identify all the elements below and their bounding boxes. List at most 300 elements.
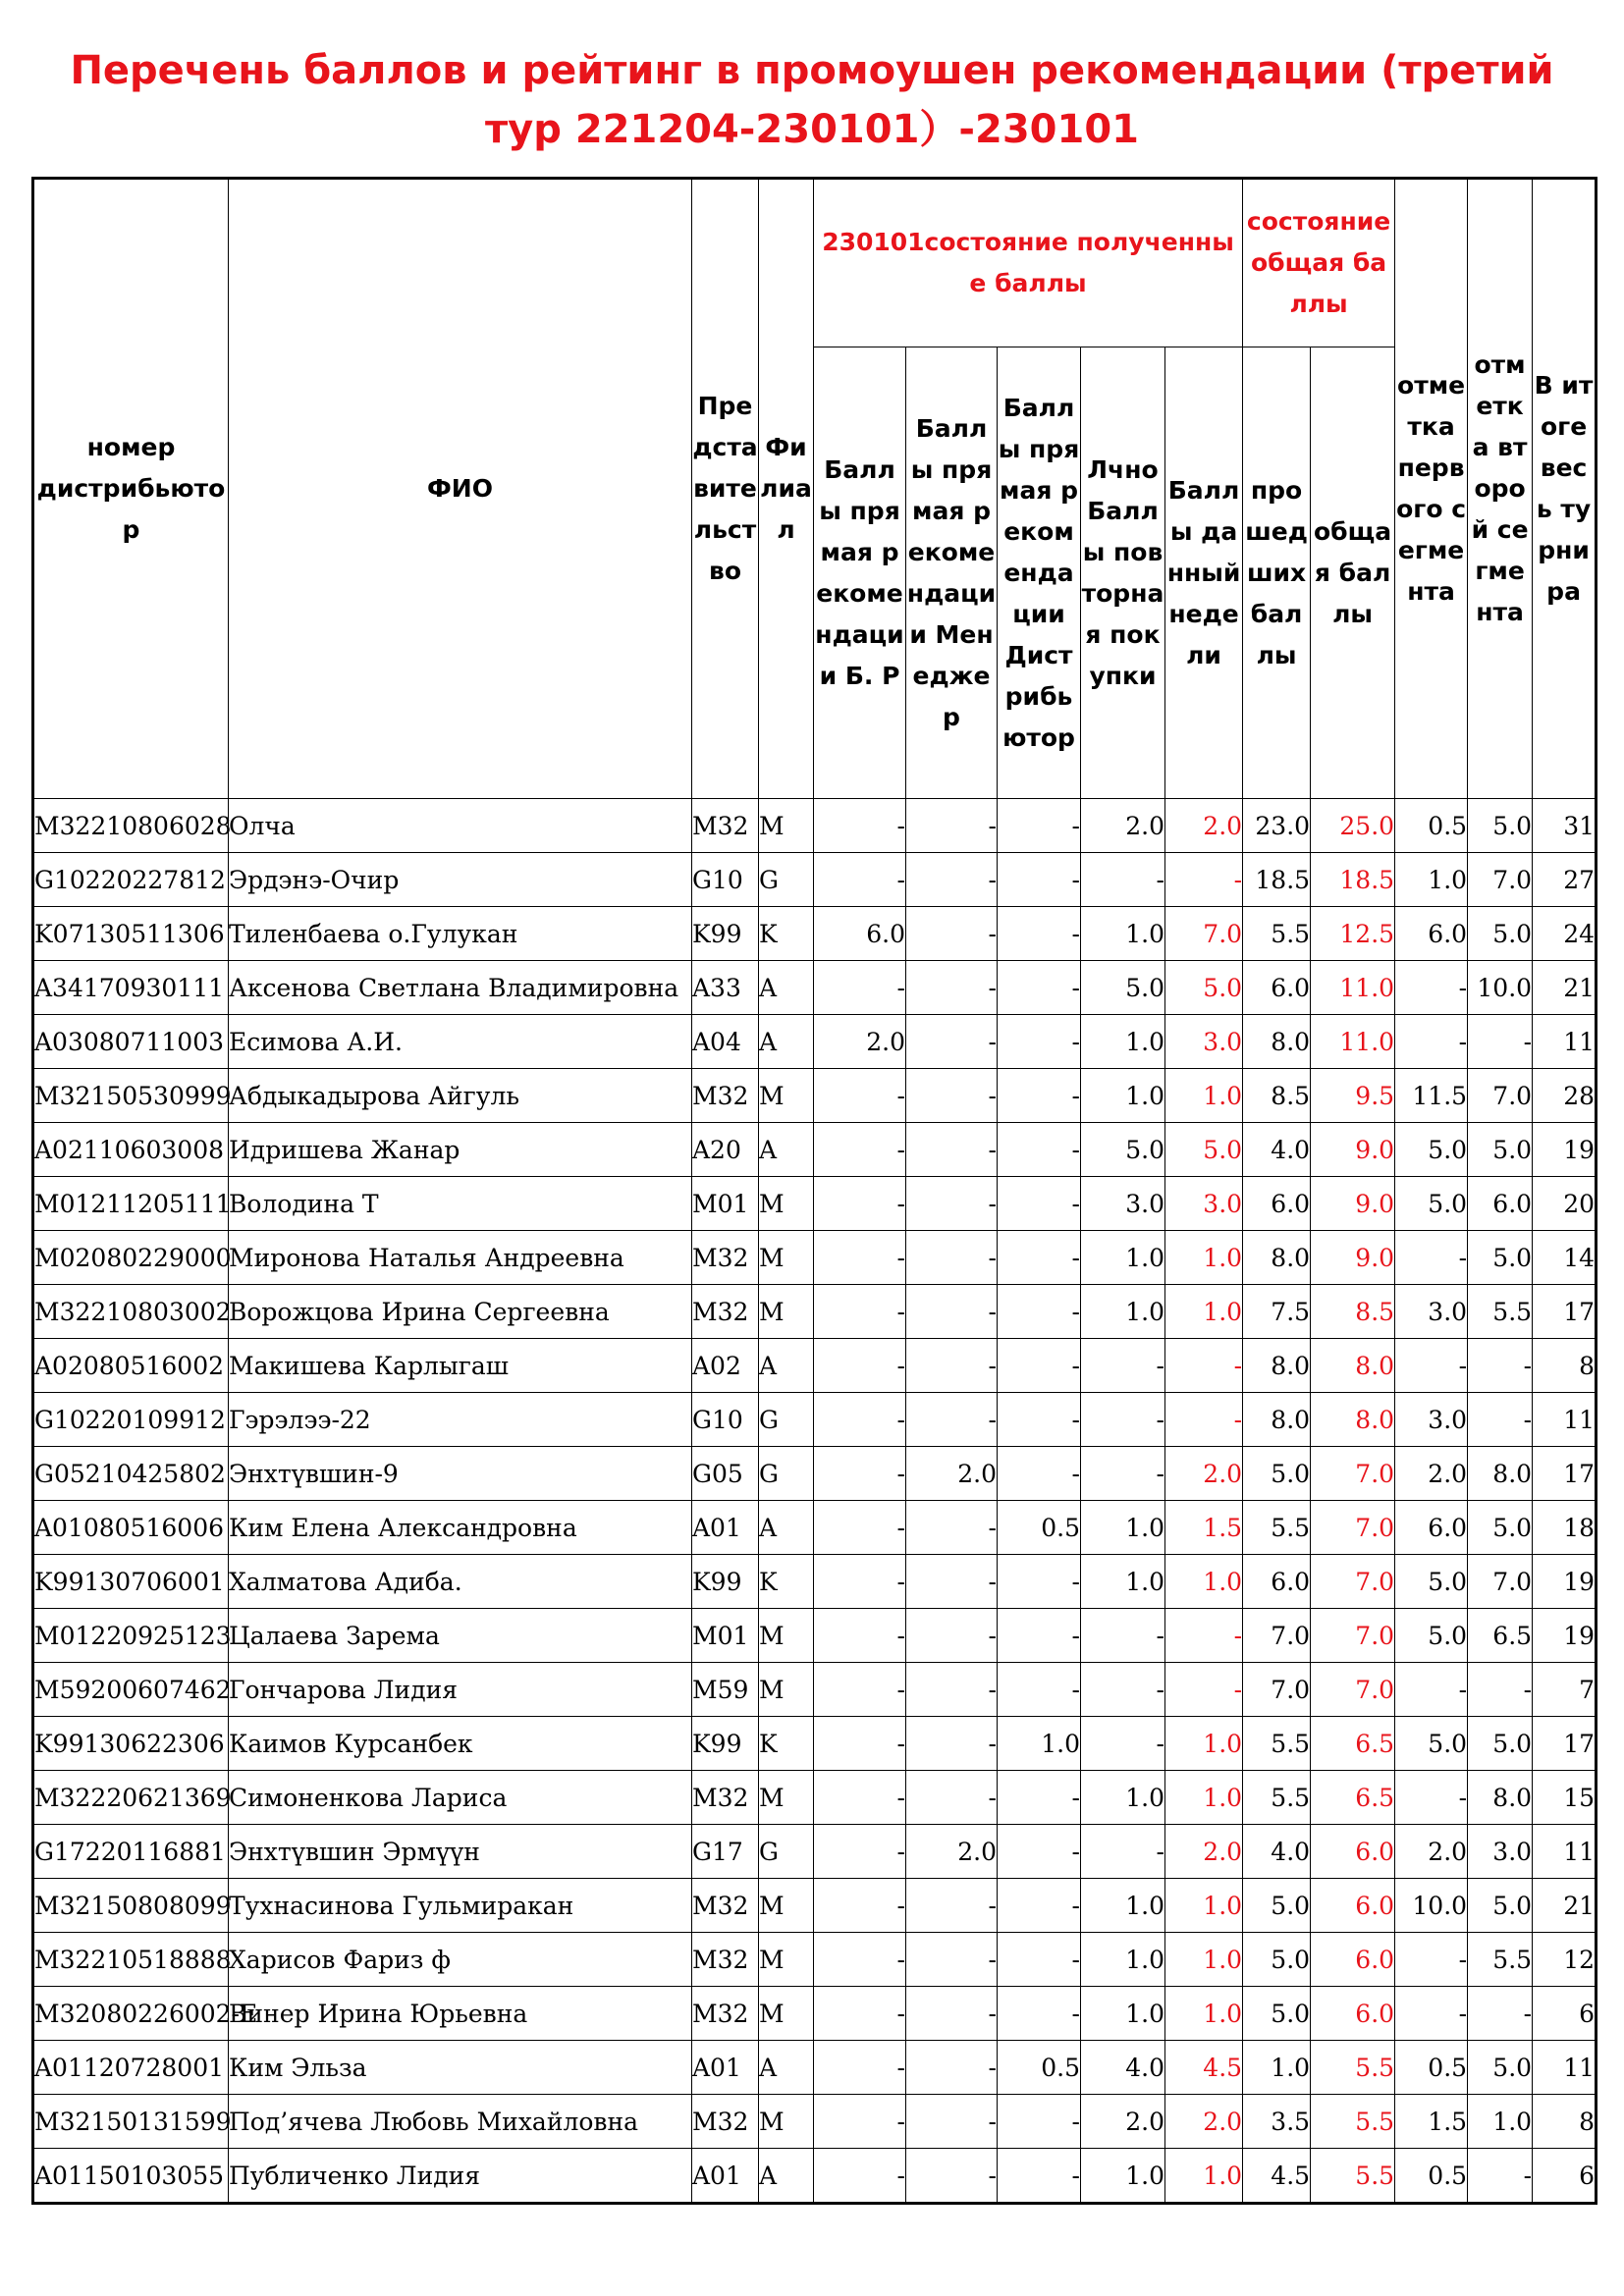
cell-week: 1.0 <box>1165 1987 1243 2041</box>
cell-direct-br: - <box>814 1879 906 1933</box>
cell-repeat: - <box>1081 1393 1165 1447</box>
cell-direct-br: - <box>814 1987 906 2041</box>
cell-rep: M01 <box>692 1609 759 1663</box>
cell-repeat: 1.0 <box>1081 1555 1165 1609</box>
cell-direct-distributor: - <box>998 961 1081 1015</box>
cell-seg2: 7.0 <box>1468 853 1533 907</box>
cell-repeat: 2.0 <box>1081 799 1165 853</box>
cell-filial: K <box>759 1555 814 1609</box>
cell-direct-manager: - <box>906 1771 998 1825</box>
cell-past: 7.5 <box>1243 1285 1311 1339</box>
cell-past: 4.0 <box>1243 1825 1311 1879</box>
cell-seg1: 0.5 <box>1395 2041 1468 2095</box>
cell-number: A01150103055 <box>33 2149 229 2204</box>
cell-repeat: - <box>1081 1447 1165 1501</box>
cell-fio: Энхтүвшин Эрмүүн <box>229 1825 692 1879</box>
cell-repeat: 1.0 <box>1081 907 1165 961</box>
cell-rep: A01 <box>692 1501 759 1555</box>
cell-repeat: 3.0 <box>1081 1177 1165 1231</box>
cell-direct-manager: - <box>906 2095 998 2149</box>
table-row <box>33 1825 1597 1879</box>
cell-repeat: - <box>1081 1663 1165 1717</box>
cell-number: A02080516002 <box>33 1339 229 1393</box>
cell-repeat: 5.0 <box>1081 961 1165 1015</box>
cell-seg1: 11.5 <box>1395 1069 1468 1123</box>
cell-direct-distributor: - <box>998 1015 1081 1069</box>
cell-rep: M32 <box>692 1231 759 1285</box>
cell-fio: Харисов Фариз ф <box>229 1933 692 1987</box>
cell-direct-manager: - <box>906 1555 998 1609</box>
cell-number: M32150131599 <box>33 2095 229 2149</box>
cell-week: 1.0 <box>1165 1717 1243 1771</box>
cell-fio: Каимов Курсанбек <box>229 1717 692 1771</box>
cell-fio: Эрдэнэ-Очир <box>229 853 692 907</box>
cell-number: G10220227812 <box>33 853 229 907</box>
cell-direct-distributor: - <box>998 1231 1081 1285</box>
table-row <box>33 1555 1597 1609</box>
cell-repeat: 1.0 <box>1081 1933 1165 1987</box>
cell-repeat: 1.0 <box>1081 1501 1165 1555</box>
header-group-received: 230101состояние полученные баллы <box>814 179 1243 347</box>
cell-seg2: - <box>1468 1987 1533 2041</box>
cell-past: 4.5 <box>1243 2149 1311 2204</box>
cell-direct-manager: - <box>906 1393 998 1447</box>
cell-tour: 11 <box>1533 1015 1597 1069</box>
cell-total: 9.0 <box>1311 1123 1395 1177</box>
cell-fio: Тиленбаева о.Гулукан <box>229 907 692 961</box>
cell-seg2: 7.0 <box>1468 1555 1533 1609</box>
cell-number: M02080229000 <box>33 1231 229 1285</box>
cell-tour: 17 <box>1533 1285 1597 1339</box>
cell-repeat: 5.0 <box>1081 1123 1165 1177</box>
cell-week: 1.0 <box>1165 1069 1243 1123</box>
cell-number: A01080516006 <box>33 1501 229 1555</box>
cell-fio: Симоненкова Лариса <box>229 1771 692 1825</box>
cell-seg1: - <box>1395 1933 1468 1987</box>
cell-seg2: 5.0 <box>1468 907 1533 961</box>
cell-seg1: 5.0 <box>1395 1555 1468 1609</box>
cell-direct-distributor: - <box>998 853 1081 907</box>
header-past: прошедших баллы <box>1243 347 1311 799</box>
cell-rep: A01 <box>692 2149 759 2204</box>
cell-total: 5.5 <box>1311 2095 1395 2149</box>
cell-seg1: 3.0 <box>1395 1393 1468 1447</box>
cell-rep: A04 <box>692 1015 759 1069</box>
cell-seg1: - <box>1395 1771 1468 1825</box>
cell-week: 1.5 <box>1165 1501 1243 1555</box>
cell-week: 5.0 <box>1165 961 1243 1015</box>
cell-direct-br: - <box>814 1663 906 1717</box>
cell-tour: 24 <box>1533 907 1597 961</box>
cell-number: A34170930111 <box>33 961 229 1015</box>
cell-past: 5.5 <box>1243 1501 1311 1555</box>
cell-seg2: 5.0 <box>1468 799 1533 853</box>
cell-direct-distributor: - <box>998 1177 1081 1231</box>
cell-direct-distributor: 1.0 <box>998 1717 1081 1771</box>
cell-seg1: - <box>1395 961 1468 1015</box>
cell-seg2: 5.0 <box>1468 1123 1533 1177</box>
cell-direct-br: - <box>814 1825 906 1879</box>
cell-direct-br: - <box>814 1609 906 1663</box>
cell-number: A02110603008 <box>33 1123 229 1177</box>
header-week: Баллы данный недели <box>1165 347 1243 799</box>
cell-direct-br: - <box>814 1501 906 1555</box>
cell-seg2: - <box>1468 1015 1533 1069</box>
cell-number: G05210425802 <box>33 1447 229 1501</box>
cell-past: 5.0 <box>1243 1933 1311 1987</box>
cell-number: A01120728001 <box>33 2041 229 2095</box>
cell-fio: Цалаева Зарема <box>229 1609 692 1663</box>
cell-fio: Макишева Карлыгаш <box>229 1339 692 1393</box>
cell-tour: 7 <box>1533 1663 1597 1717</box>
table-body <box>33 799 1597 2204</box>
cell-repeat: 1.0 <box>1081 1771 1165 1825</box>
cell-seg1: 1.0 <box>1395 853 1468 907</box>
cell-rep: K99 <box>692 1717 759 1771</box>
cell-direct-distributor: 0.5 <box>998 1501 1081 1555</box>
cell-direct-distributor: - <box>998 1285 1081 1339</box>
cell-direct-manager: - <box>906 1987 998 2041</box>
cell-rep: M32 <box>692 2095 759 2149</box>
cell-filial: A <box>759 1015 814 1069</box>
cell-week: - <box>1165 1609 1243 1663</box>
cell-tour: 21 <box>1533 961 1597 1015</box>
cell-seg1: 5.0 <box>1395 1609 1468 1663</box>
cell-seg1: 6.0 <box>1395 907 1468 961</box>
cell-rep: M32 <box>692 799 759 853</box>
cell-total: 11.0 <box>1311 961 1395 1015</box>
table-row <box>33 1663 1597 1717</box>
cell-tour: 21 <box>1533 1879 1597 1933</box>
cell-rep: M59 <box>692 1663 759 1717</box>
header-tour: В итоге весь турнира <box>1533 179 1597 799</box>
cell-number: M32150530999 <box>33 1069 229 1123</box>
cell-total: 11.0 <box>1311 1015 1395 1069</box>
cell-week: - <box>1165 1339 1243 1393</box>
cell-seg1: 10.0 <box>1395 1879 1468 1933</box>
cell-fio: Володина Т <box>229 1177 692 1231</box>
cell-rep: G05 <box>692 1447 759 1501</box>
cell-filial: M <box>759 2095 814 2149</box>
cell-seg1: - <box>1395 1015 1468 1069</box>
cell-total: 9.0 <box>1311 1177 1395 1231</box>
cell-direct-manager: 2.0 <box>906 1825 998 1879</box>
table-row <box>33 853 1597 907</box>
cell-direct-manager: - <box>906 1015 998 1069</box>
cell-week: - <box>1165 1663 1243 1717</box>
cell-number: M32220621369 <box>33 1771 229 1825</box>
cell-fio: Ким Елена Александровна <box>229 1501 692 1555</box>
cell-total: 5.5 <box>1311 2149 1395 2204</box>
cell-week: 7.0 <box>1165 907 1243 961</box>
cell-filial: M <box>759 1069 814 1123</box>
cell-week: 2.0 <box>1165 799 1243 853</box>
cell-past: 5.0 <box>1243 1987 1311 2041</box>
cell-rep: M32 <box>692 1987 759 2041</box>
table-row <box>33 1123 1597 1177</box>
cell-seg1: - <box>1395 1231 1468 1285</box>
header-number: номер дистрибьютор <box>33 179 229 799</box>
title-line-2: тур 221204-230101）-230101 <box>485 107 1139 152</box>
cell-seg2: 5.0 <box>1468 1717 1533 1771</box>
cell-total: 9.0 <box>1311 1231 1395 1285</box>
header-rep: Представительство <box>692 179 759 799</box>
cell-seg1: 5.0 <box>1395 1717 1468 1771</box>
cell-total: 7.0 <box>1311 1501 1395 1555</box>
cell-tour: 11 <box>1533 1393 1597 1447</box>
header-seg1: отметка первого сегмента <box>1395 179 1468 799</box>
cell-seg1: - <box>1395 1987 1468 2041</box>
cell-week: 5.0 <box>1165 1123 1243 1177</box>
cell-past: 6.0 <box>1243 961 1311 1015</box>
cell-seg1: - <box>1395 1339 1468 1393</box>
cell-direct-distributor: - <box>998 1879 1081 1933</box>
cell-fio: Тухнасинова Гульмиракан <box>229 1879 692 1933</box>
cell-direct-manager: - <box>906 853 998 907</box>
cell-repeat: 1.0 <box>1081 1879 1165 1933</box>
cell-total: 6.5 <box>1311 1771 1395 1825</box>
cell-total: 8.5 <box>1311 1285 1395 1339</box>
cell-number: M32080226002-E <box>33 1987 229 2041</box>
cell-week: - <box>1165 1393 1243 1447</box>
cell-direct-br: - <box>814 1555 906 1609</box>
cell-direct-distributor: - <box>998 907 1081 961</box>
cell-fio: Миронова Наталья Андреевна <box>229 1231 692 1285</box>
cell-past: 8.0 <box>1243 1393 1311 1447</box>
cell-filial: G <box>759 1393 814 1447</box>
cell-filial: K <box>759 1717 814 1771</box>
cell-past: 4.0 <box>1243 1123 1311 1177</box>
cell-number: A03080711003 <box>33 1015 229 1069</box>
cell-number: M01211205111 <box>33 1177 229 1231</box>
table-row <box>33 2149 1597 2204</box>
cell-seg2: 3.0 <box>1468 1825 1533 1879</box>
cell-total: 5.5 <box>1311 2041 1395 2095</box>
header-direct-br: Баллы прямая рекомендации Б. Р <box>814 347 906 799</box>
cell-seg2: 10.0 <box>1468 961 1533 1015</box>
cell-seg2: 7.0 <box>1468 1069 1533 1123</box>
table-row <box>33 2095 1597 2149</box>
table-row <box>33 1987 1597 2041</box>
rating-table <box>31 177 1597 2205</box>
cell-direct-manager: - <box>906 1717 998 1771</box>
cell-fio: Винер Ирина Юрьевна <box>229 1987 692 2041</box>
cell-week: 3.0 <box>1165 1015 1243 1069</box>
cell-direct-manager: - <box>906 1879 998 1933</box>
cell-direct-manager: - <box>906 1285 998 1339</box>
cell-direct-br: - <box>814 1339 906 1393</box>
header-fio: ФИО <box>229 179 692 799</box>
cell-direct-manager: - <box>906 1501 998 1555</box>
cell-repeat: 2.0 <box>1081 2095 1165 2149</box>
cell-seg2: 8.0 <box>1468 1447 1533 1501</box>
cell-direct-distributor: - <box>998 2095 1081 2149</box>
cell-fio: Абдыкадырова Айгуль <box>229 1069 692 1123</box>
cell-total: 6.5 <box>1311 1717 1395 1771</box>
cell-seg2: - <box>1468 1663 1533 1717</box>
cell-repeat: - <box>1081 1339 1165 1393</box>
cell-number: K99130622306 <box>33 1717 229 1771</box>
cell-seg1: 0.5 <box>1395 2149 1468 2204</box>
cell-seg2: 5.0 <box>1468 1879 1533 1933</box>
cell-repeat: 1.0 <box>1081 1987 1165 2041</box>
cell-direct-manager: - <box>906 1339 998 1393</box>
cell-number: K99130706001 <box>33 1555 229 1609</box>
cell-seg2: - <box>1468 1339 1533 1393</box>
cell-fio: Гэрэлээ-22 <box>229 1393 692 1447</box>
header-seg2: отметка второй сегмента <box>1468 179 1533 799</box>
cell-direct-distributor: - <box>998 799 1081 853</box>
cell-filial: K <box>759 907 814 961</box>
cell-filial: A <box>759 1501 814 1555</box>
cell-direct-distributor: - <box>998 1123 1081 1177</box>
cell-seg1: - <box>1395 1663 1468 1717</box>
cell-direct-distributor: - <box>998 1771 1081 1825</box>
cell-direct-distributor: - <box>998 1987 1081 2041</box>
cell-number: M32210806028 <box>33 799 229 853</box>
cell-filial: A <box>759 1339 814 1393</box>
cell-seg1: 2.0 <box>1395 1825 1468 1879</box>
cell-tour: 17 <box>1533 1717 1597 1771</box>
cell-repeat: 1.0 <box>1081 1069 1165 1123</box>
cell-fio: Энхтүвшин-9 <box>229 1447 692 1501</box>
cell-rep: M32 <box>692 1771 759 1825</box>
cell-tour: 31 <box>1533 799 1597 853</box>
cell-week: 1.0 <box>1165 1771 1243 1825</box>
cell-direct-distributor: - <box>998 1393 1081 1447</box>
cell-seg2: - <box>1468 1393 1533 1447</box>
cell-direct-manager: - <box>906 961 998 1015</box>
cell-tour: 19 <box>1533 1555 1597 1609</box>
cell-tour: 27 <box>1533 853 1597 907</box>
cell-past: 1.0 <box>1243 2041 1311 2095</box>
cell-tour: 12 <box>1533 1933 1597 1987</box>
cell-total: 6.0 <box>1311 1825 1395 1879</box>
cell-tour: 11 <box>1533 2041 1597 2095</box>
table-row <box>33 1717 1597 1771</box>
cell-number: G17220116881 <box>33 1825 229 1879</box>
cell-rep: M32 <box>692 1933 759 1987</box>
cell-rep: G10 <box>692 1393 759 1447</box>
cell-direct-distributor: - <box>998 2149 1081 2204</box>
cell-direct-br: - <box>814 1717 906 1771</box>
cell-seg1: 5.0 <box>1395 1123 1468 1177</box>
cell-week: 2.0 <box>1165 1825 1243 1879</box>
cell-direct-distributor: 0.5 <box>998 2041 1081 2095</box>
header-direct-manager: Баллы прямая рекомендации Менеджер <box>906 347 998 799</box>
cell-past: 8.0 <box>1243 1231 1311 1285</box>
cell-direct-br: - <box>814 2149 906 2204</box>
cell-seg1: 0.5 <box>1395 799 1468 853</box>
cell-week: 1.0 <box>1165 1933 1243 1987</box>
cell-direct-manager: 2.0 <box>906 1447 998 1501</box>
cell-filial: M <box>759 1177 814 1231</box>
cell-direct-br: - <box>814 853 906 907</box>
cell-number: G10220109912 <box>33 1393 229 1447</box>
cell-total: 7.0 <box>1311 1447 1395 1501</box>
cell-rep: K99 <box>692 907 759 961</box>
cell-rep: A01 <box>692 2041 759 2095</box>
table-row <box>33 799 1597 853</box>
table-row <box>33 1285 1597 1339</box>
cell-direct-distributor: - <box>998 1933 1081 1987</box>
cell-total: 6.0 <box>1311 1879 1395 1933</box>
cell-fio: Есимова А.И. <box>229 1015 692 1069</box>
cell-seg1: 5.0 <box>1395 1177 1468 1231</box>
cell-fio: Идришева Жанар <box>229 1123 692 1177</box>
cell-direct-manager: - <box>906 1231 998 1285</box>
cell-seg1: 1.5 <box>1395 2095 1468 2149</box>
cell-filial: M <box>759 1285 814 1339</box>
table-row <box>33 1447 1597 1501</box>
cell-rep: A02 <box>692 1339 759 1393</box>
cell-seg1: 2.0 <box>1395 1447 1468 1501</box>
cell-direct-br: - <box>814 1447 906 1501</box>
cell-total: 7.0 <box>1311 1555 1395 1609</box>
cell-rep: K99 <box>692 1555 759 1609</box>
cell-direct-manager: - <box>906 799 998 853</box>
cell-direct-br: - <box>814 1123 906 1177</box>
cell-week: 3.0 <box>1165 1177 1243 1231</box>
cell-week: 1.0 <box>1165 1231 1243 1285</box>
cell-direct-br: - <box>814 2041 906 2095</box>
cell-seg2: 6.5 <box>1468 1609 1533 1663</box>
cell-tour: 15 <box>1533 1771 1597 1825</box>
cell-repeat: 4.0 <box>1081 2041 1165 2095</box>
cell-fio: Ворожцова Ирина Сергеевна <box>229 1285 692 1339</box>
cell-total: 12.5 <box>1311 907 1395 961</box>
cell-seg2: 5.0 <box>1468 1231 1533 1285</box>
cell-past: 5.5 <box>1243 1771 1311 1825</box>
cell-direct-br: - <box>814 1771 906 1825</box>
cell-tour: 19 <box>1533 1123 1597 1177</box>
cell-total: 9.5 <box>1311 1069 1395 1123</box>
cell-rep: A20 <box>692 1123 759 1177</box>
cell-rep: M32 <box>692 1285 759 1339</box>
cell-filial: G <box>759 1447 814 1501</box>
cell-past: 23.0 <box>1243 799 1311 853</box>
cell-number: M01220925123 <box>33 1609 229 1663</box>
cell-direct-distributor: - <box>998 1555 1081 1609</box>
cell-tour: 20 <box>1533 1177 1597 1231</box>
cell-direct-br: - <box>814 1177 906 1231</box>
cell-direct-manager: - <box>906 2149 998 2204</box>
table-row <box>33 907 1597 961</box>
cell-rep: G10 <box>692 853 759 907</box>
cell-filial: M <box>759 1231 814 1285</box>
cell-filial: M <box>759 1879 814 1933</box>
cell-seg2: - <box>1468 2149 1533 2204</box>
cell-total: 25.0 <box>1311 799 1395 853</box>
cell-rep: A33 <box>692 961 759 1015</box>
cell-direct-distributor: - <box>998 1069 1081 1123</box>
cell-number: M32210518888 <box>33 1933 229 1987</box>
cell-fio: Олча <box>229 799 692 853</box>
cell-total: 18.5 <box>1311 853 1395 907</box>
table-row <box>33 1069 1597 1123</box>
cell-tour: 6 <box>1533 1987 1597 2041</box>
table-row <box>33 1339 1597 1393</box>
cell-past: 8.0 <box>1243 1015 1311 1069</box>
cell-past: 5.0 <box>1243 1879 1311 1933</box>
cell-week: 4.5 <box>1165 2041 1243 2095</box>
cell-week: 1.0 <box>1165 1879 1243 1933</box>
cell-rep: M32 <box>692 1879 759 1933</box>
table-row <box>33 1879 1597 1933</box>
cell-repeat: 1.0 <box>1081 1015 1165 1069</box>
cell-filial: M <box>759 799 814 853</box>
cell-past: 3.5 <box>1243 2095 1311 2149</box>
